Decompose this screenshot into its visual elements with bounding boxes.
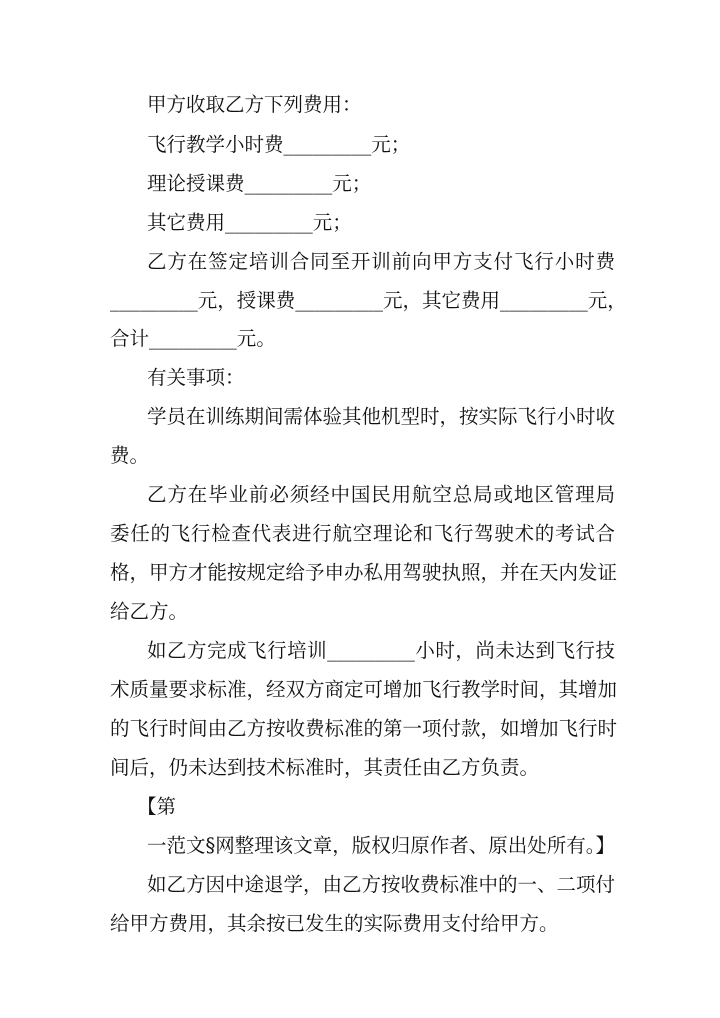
bracket-open-line: 【第: [137, 795, 177, 818]
training-hours-line-3: 的飞行时间由乙方按收费标准的第一项付款，如增加飞行时: [110, 717, 618, 740]
exam-paragraph-line-3: 格，甲方才能按规定给予申办私用驾驶执照，并在天内发证: [110, 561, 618, 584]
other-fee-line: 其它费用_________元；: [147, 211, 352, 234]
related-matters-heading: 有关事项：: [147, 366, 245, 389]
theory-fee-line: 理论授课费_________元；: [147, 172, 372, 195]
training-hours-line-1: 如乙方完成飞行培训_________小时，尚未达到飞行技: [147, 639, 615, 662]
exam-paragraph-line-4: 给乙方。: [110, 600, 189, 623]
withdrawal-paragraph-line-1: 如乙方因中途退学，由乙方按收费标准中的一、二项付: [147, 873, 616, 896]
flight-hour-fee-line: 飞行教学小时费_________元；: [147, 133, 411, 156]
training-hours-line-2: 术质量要求标准，经双方商定可增加飞行教学时间，其增加: [110, 678, 618, 701]
fee-intro-line: 甲方收取乙方下列费用：: [147, 93, 362, 116]
withdrawal-paragraph-line-2: 给甲方费用，其余按已发生的实际费用支付给甲方。: [110, 912, 559, 935]
training-hours-line-4: 间后，仍未达到技术标准时，其责任由乙方负责。: [110, 756, 540, 779]
exam-paragraph-line-2: 委任的飞行检查代表进行航空理论和飞行驾驶术的考试合: [110, 522, 615, 545]
trial-aircraft-line-1: 学员在训练期间需体验其他机型时，按实际飞行小时收: [147, 405, 616, 428]
payment-paragraph-line-2: _________元，授课费_________元，其它费用_________元，: [110, 289, 627, 312]
copyright-notice-line: 一范文§网整理该文章，版权归原作者、原出处所有。】: [147, 834, 616, 857]
payment-paragraph-line-3: 合计_________元。: [110, 327, 276, 350]
trial-aircraft-line-2: 费。: [110, 444, 150, 467]
payment-paragraph-line-1: 乙方在签定培训合同至开训前向甲方支付飞行小时费: [147, 250, 615, 273]
exam-paragraph-line-1: 乙方在毕业前必须经中国民用航空总局或地区管理局: [147, 483, 615, 506]
